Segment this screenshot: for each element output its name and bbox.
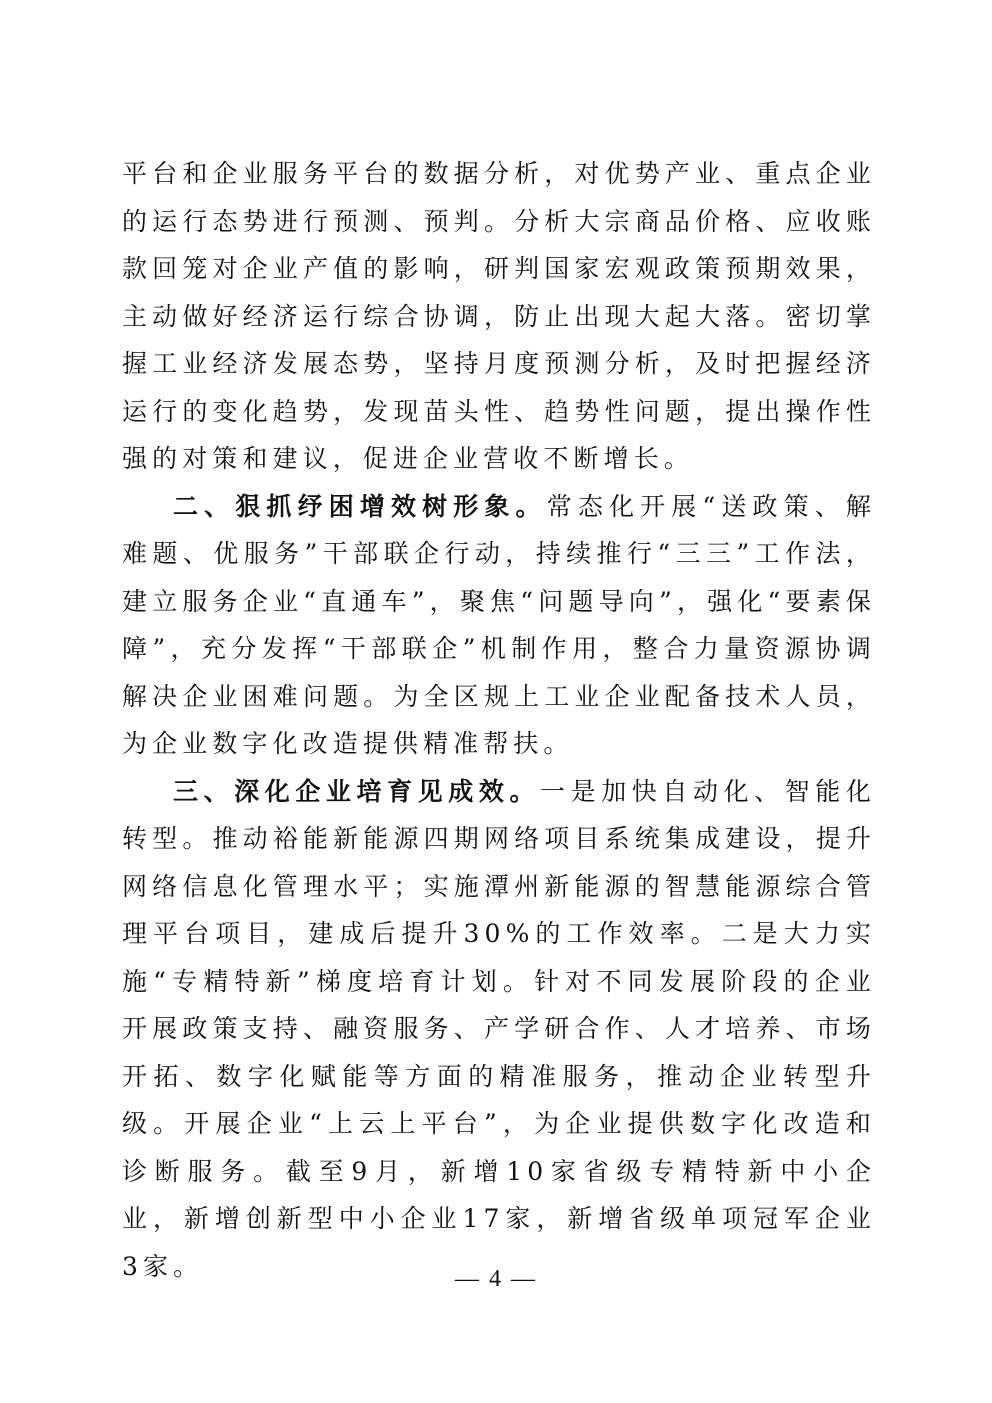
paragraph-continuation <box>122 150 876 483</box>
paragraph-text: 平台和企业服务平台的数据分析，对优势产业、重点企业的运行态势进行预测、预判。分析大宗商品价格、应收账款回笼对企业产值的影响，研判国家宏观政策预期效果，主动做好经济运行综合协调，防止出现大起大落。密切掌握工业经济发展态势，坚持月度预测分析，及时把握经济运行的变化趋势，发现苗头性、趋势性问题，提出操作性强的对策和建议，促进企业营收不断增长。 <box>122 159 876 473</box>
paragraph-text: 一是加快自动化、智能化转型。推动裕能新能源四期网络项目系统集成建设，提升网络信息化管理水平；实施潭州新能源的智慧能源综合管理平台项目，建成后提升30%的工作效率。 <box>122 776 876 948</box>
paragraph-section-two <box>122 483 876 768</box>
section-heading: 二、狠抓纾困增效树形象。 <box>173 491 547 521</box>
paragraph-text: 常态化开展“送政策、解难题、优服务”干部联企行动，持续推行“三三”工作法，建立服务企业“直通车”，聚焦“问题导向”，强化“要素保障”，充分发挥“干部联企”机制作用，整合力量资源协调解决企业困难问题。为全区规上工业企业配备技术人员，为企业数字化改造提供精准帮扶。 <box>122 491 876 758</box>
body-text <box>122 150 876 1290</box>
page-number: — 4 — <box>455 1266 537 1292</box>
section-heading: 三、深化企业培育见成效。 <box>173 776 541 806</box>
paragraph-section-three <box>122 768 876 1291</box>
paragraph-text: 二是大力实施“专精特新”梯度培育计划。针对不同发展阶段的企业开展政策支持、融资服务、产学研合作、人才培养、市场开拓、数字化赋能等方面的精准服务，推动企业转型升级。开展企业“上云上平台”，为企业提供数字化改造和诊断服务。截至9月，新增10家省级专精特新中小企业，新增创新型中小企业17家，新增省级单项冠军企业3家。 <box>122 919 876 1281</box>
